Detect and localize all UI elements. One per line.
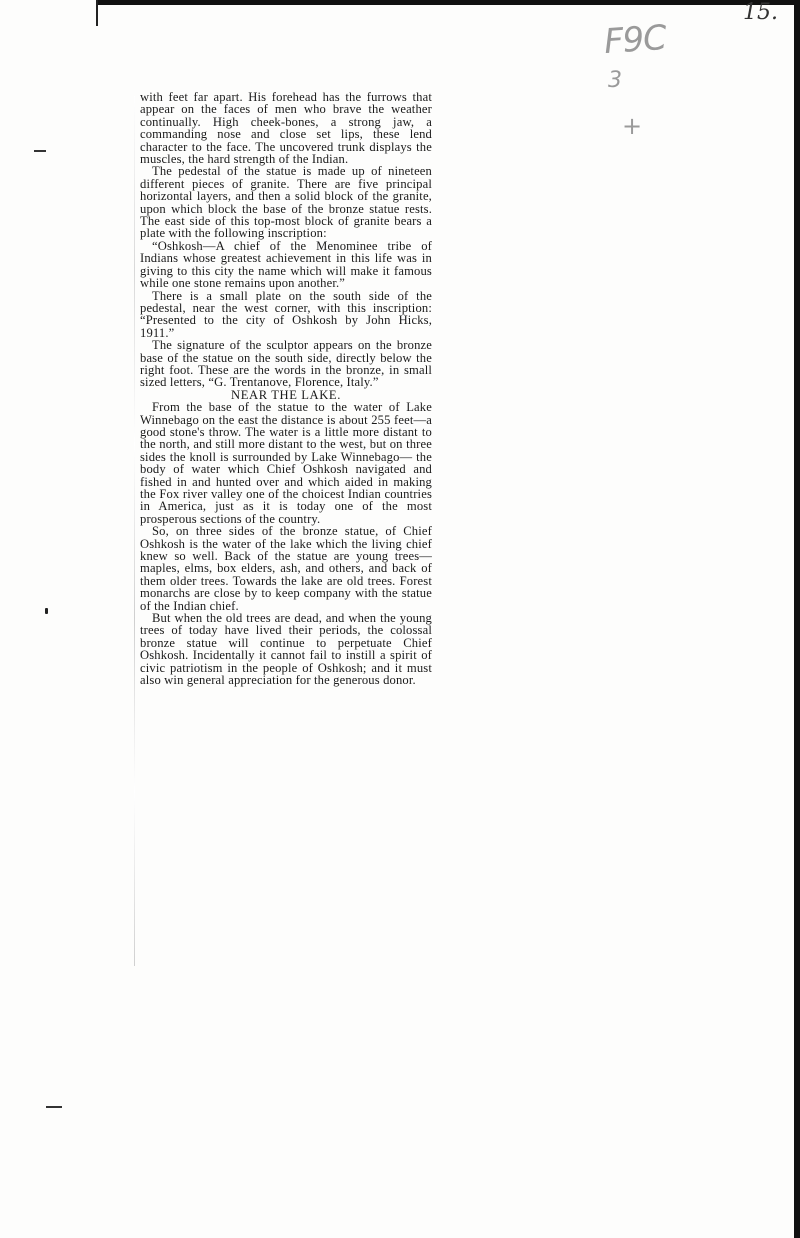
paragraph-sculptor-signature: The signature of the sculptor appears on the bronze base of the statue on the south side, directly below the right foot. These are the words in the bronze, in small sized letters, “G. Trentanove, Florence, Italy.”	[140, 338, 432, 390]
paragraph-inscription: “Oshkosh—A chief of the Menominee tribe of Indians whose greatest achievement in this life was in giving to this city the name which will make it famous while one stone remains upon another.”	[140, 238, 432, 291]
page-number: 15.	[743, 0, 778, 25]
margin-mark-dot	[45, 608, 48, 614]
margin-mark-dash	[46, 1106, 62, 1108]
clipping-edge	[134, 96, 135, 966]
handwritten-note-mark: +	[622, 112, 643, 140]
paragraph-lake-distance: From the base of the statue to the water of Lake Winnebago on the east the distance is about 255 feet—a good stone's throw. The water is a little more distant to the north, and still more distant to the west, but on three sides the knoll is surrounded by Lake Winnebago— the body of water which Chief Oshkosh navigated and fished in and hunted over and which aided in making the Fox river valley one of the choicest Indian countries in America, just as it is today one of the most prosperous sections of the country.	[140, 400, 432, 526]
newspaper-clipping	[140, 91, 432, 687]
paragraph-statue-description: with feet far apart. His forehead has the furrows that appear on the faces of men who brave the weather continually. High cheek-bones, a strong jaw, a commanding nose and close set lips, these lend character to the face. The uncovered trunk displays the muscles, the hard strength of the Indian.	[140, 90, 432, 167]
handwritten-note-number: 3	[608, 68, 622, 93]
right-border-rule	[794, 0, 800, 1238]
top-border-rule	[96, 0, 800, 5]
paragraph-pedestal: The pedestal of the statue is made up of nineteen different pieces of granite. There are five principal horizontal layers, and then a solid block of the granite, upon which block the base of the bronze statue rests. The east side of this top-most block of granite bears a plate with the following inscription:	[140, 164, 432, 241]
left-border-rule	[96, 0, 98, 26]
paragraph-trees: So, on three sides of the bronze statue, of Chief Oshkosh is the water of the lake which the living chief knew so well. Back of the statue are young trees—maples, elms, box elders, ash, and others, and back of them older trees. Towards the lake are old trees. Forest monarchs are close by to keep company with the statue of the Indian chief.	[140, 524, 432, 613]
handwritten-note-catalog: F9C	[602, 17, 668, 63]
paragraph-south-plate: There is a small plate on the south side of the pedestal, near the west corner, with this inscription: “Presented to the city of Oshkosh by John Hicks, 1911.”	[140, 288, 432, 340]
paragraph-conclusion: But when the old trees are dead, and when the young trees of today have lived their periods, the colossal bronze statue will continue to perpetuate Chief Oshkosh. Incidentally it cannot fail to instill a spirit of civic patriotism in the people of Oshkosh; and it must also win general appreciation for the generous donor.	[140, 611, 432, 688]
section-subhead: NEAR THE LAKE.	[231, 387, 341, 402]
margin-mark-dash	[34, 150, 46, 152]
